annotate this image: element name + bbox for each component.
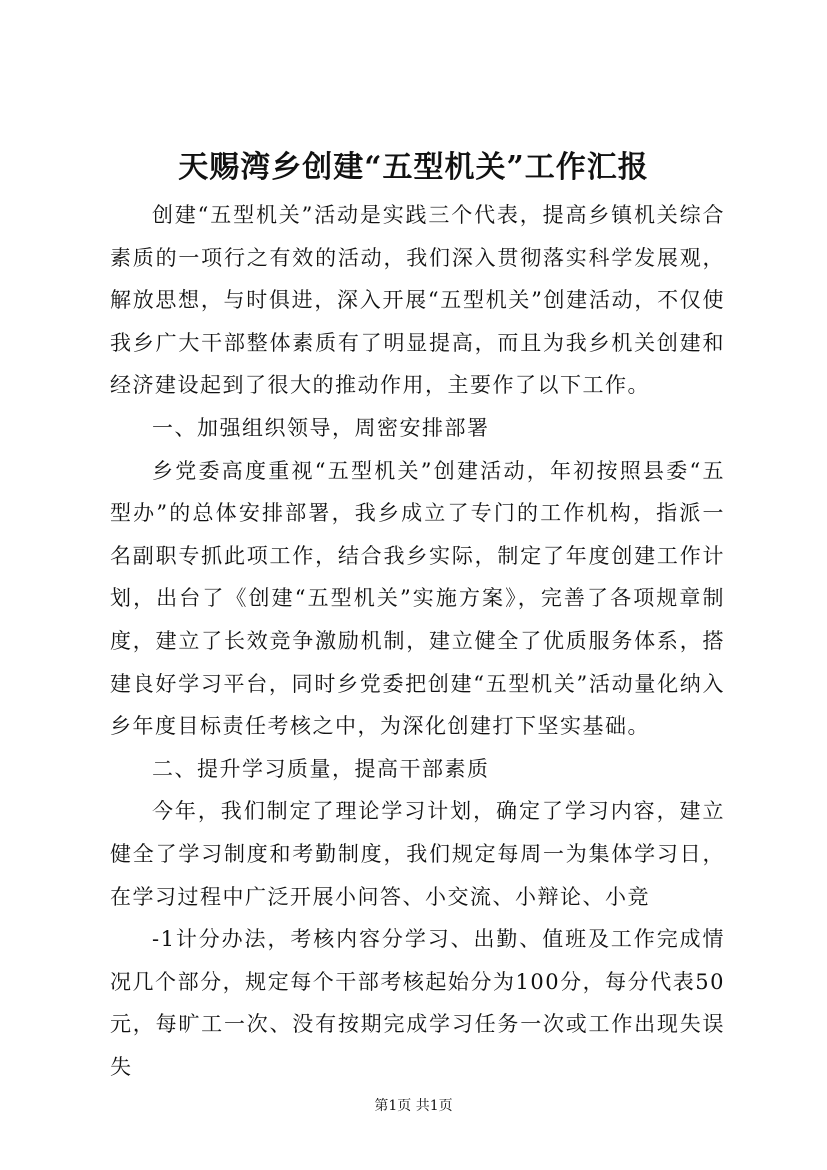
document-title: 天赐湾乡创建“五型机关”工作汇报 xyxy=(178,150,649,185)
paragraph-section-2: 今年，我们制定了理论学习计划，确定了学习内容，建立健全了学习制度和考勤制度，我们规定每周一为集体学习日，在学习过程中广泛开展小问答、小交流、小辩论、小竞 xyxy=(110,799,725,909)
paragraph-section-1: 乡党委高度重视“五型机关”创建活动，年初按照县委“五型办”的总体安排部署，我乡成立了专门的工作机构，指派一名副职专抓此项工作，结合我乡实际，制定了年度创建工作计划，出台了《创建“五型机关”实施方案》，完善了各项规章制度，建立了长效竞争激励机制，建立健全了优质服务体系，搭建良好学习平台，同时乡党委把创建“五型机关”活动量化纳入乡年度目标责任考核之中，为深化创建打下坚实基础。 xyxy=(110,458,725,739)
section-heading-2: 二、提升学习质量，提高干部素质 xyxy=(152,756,490,781)
section-heading-1: 一、加强组织领导，周密安排部署 xyxy=(152,415,490,440)
page-footer: 第1页 共1页 xyxy=(374,1098,453,1114)
paragraph-scoring: -1计分办法，考核内容分学习、出勤、值班及工作完成情况几个部分，规定每个干部考核起始分为100分，每分代表50元，每旷工一次、没有按期完成学习任务一次或工作出现失误失 xyxy=(110,927,725,1079)
paragraph-intro: 创建“五型机关”活动是实践三个代表，提高乡镇机关综合素质的一项行之有效的活动，我们深入贯彻落实科学发展观，解放思想，与时俱进，深入开展“五型机关”创建活动，不仅使我乡广大干部整体素质有了明显提高，而且为我乡机关创建和经济建设起到了很大的推动作用，主要作了以下工作。 xyxy=(110,203,725,398)
document-body xyxy=(110,194,725,1088)
